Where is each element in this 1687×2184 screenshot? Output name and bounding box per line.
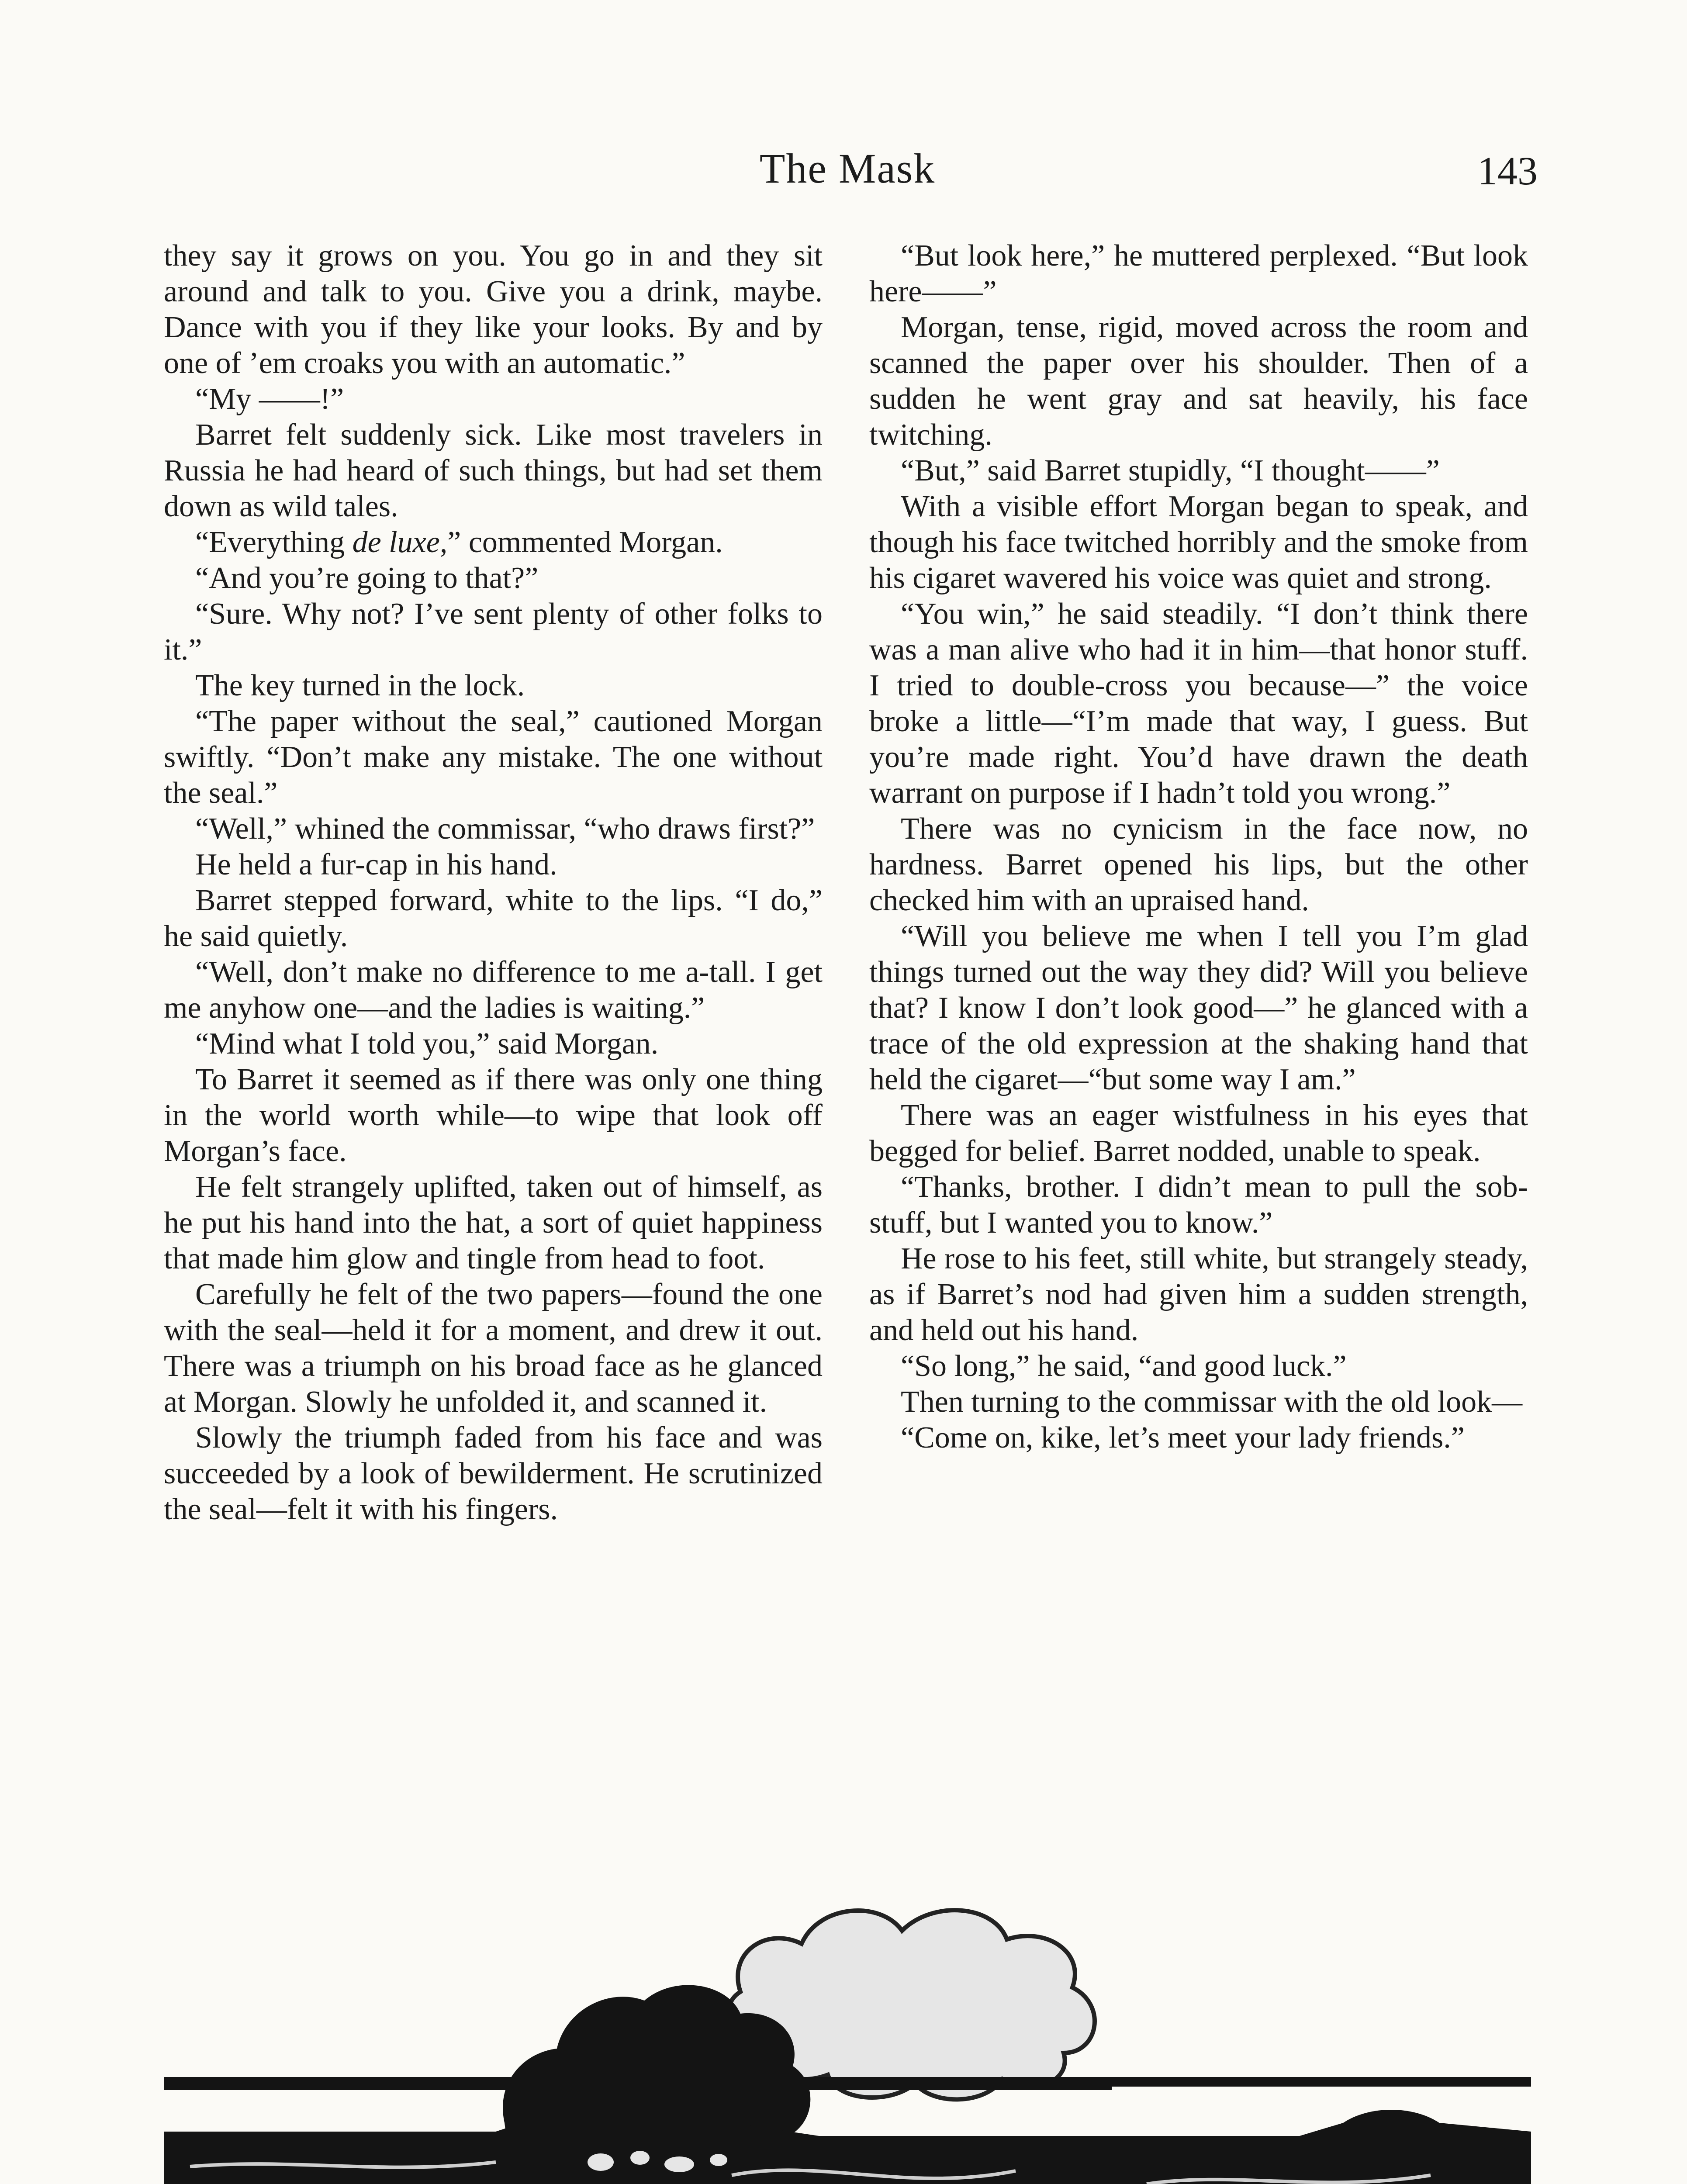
paragraph: Carefully he felt of the two papers—found the one with the seal—held it for a moment, and drew it out. There was a triumph on his broad face as he glanced at Morgan. Slowly he unfolded it, and scanned it.: [164, 1278, 823, 1419]
paragraph: He felt strangely uplifted, taken out of himself, as he put his hand into the hat, a sort of quiet happiness that made him glow and tingle from head to foot.: [164, 1170, 823, 1275]
right-column: [869, 238, 1528, 1456]
left-column: [164, 238, 823, 1527]
paragraph-text: ” commented Morgan.: [447, 525, 723, 559]
paragraph: “Will you believe me when I tell you I’m glad things turned out the way they did? Will you believe that? I know I don’t look good—” he glanced with a trace of the old expression at the shaking hand that held the cigaret—“but some way I am.”: [869, 919, 1528, 1096]
paragraph: “But look here,” he muttered perplexed. “But look here——”: [869, 239, 1528, 308]
horizon-bar-left: [164, 2077, 1112, 2090]
paragraph: “Mind what I told you,” said Morgan.: [195, 1027, 659, 1061]
paragraph: Slowly the triumph faded from his face and was succeeded by a look of bewilderment. He scrutinized the seal—felt it with his fingers.: [164, 1421, 823, 1526]
paragraph: The key turned in the lock.: [195, 669, 525, 702]
landscape-tailpiece-illustration: [164, 1878, 1531, 2184]
paragraph-text: “Everything: [195, 525, 353, 559]
paragraph: they say it grows on you. You go in and they sit around and talk to you. Give you a drink, maybe. Dance with you if they like your looks. By and by one of ’em croaks you with an automatic.”: [164, 239, 823, 380]
paragraph: “Well,” whined the commissar, “who draws first?”: [195, 812, 815, 846]
running-title: The Mask: [759, 145, 936, 192]
paragraph: With a visible effort Morgan began to speak, and though his face twitched horribly and the smoke from his cigaret wavered his voice was quiet and strong.: [869, 490, 1528, 595]
paragraph: There was no cynicism in the face now, no hardness. Barret opened his lips, but the other checked him with an upraised hand.: [869, 812, 1528, 917]
paragraph: “Come on, kike, let’s meet your lady friends.”: [901, 1421, 1465, 1455]
paragraph: To Barret it seemed as if there was only one thing in the world worth while—to wipe that look off Morgan’s face.: [164, 1063, 823, 1168]
paragraph: Morgan, tense, rigid, moved across the room and scanned the paper over his shoulder. Then of a sudden he went gray and sat heavily, his face twitching.: [869, 311, 1528, 452]
paragraph: There was an eager wistfulness in his eyes that begged for belief. Barret nodded, unable to speak.: [869, 1099, 1528, 1168]
paragraph: Barret stepped forward, white to the lips. “I do,” he said quietly.: [164, 884, 823, 953]
horizon-bar-right: [1112, 2077, 1531, 2087]
paragraph: Barret felt suddenly sick. Like most travelers in Russia he had heard of such things, but had set them down as wild tales.: [164, 418, 823, 523]
paragraph: “Sure. Why not? I’ve sent plenty of other folks to it.”: [164, 597, 823, 667]
paragraph: “Thanks, brother. I didn’t mean to pull the sob-stuff, but I wanted you to know.”: [869, 1170, 1528, 1240]
italic-phrase: de luxe,: [352, 525, 448, 559]
landscape-drawing: [164, 1878, 1531, 2184]
page-header: [0, 144, 1687, 197]
paragraph: Then turning to the commissar with the old look—: [901, 1385, 1523, 1419]
paragraph: “My ——!”: [195, 382, 344, 416]
paragraph: “Well, don’t make no difference to me a-tall. I get me anyhow one—and the ladies is waiting.”: [164, 955, 823, 1025]
page-number: 143: [1477, 149, 1538, 193]
paragraph: He rose to his feet, still white, but strangely steady, as if Barret’s nod had given him a sudden strength, and held out his hand.: [869, 1242, 1528, 1347]
paragraph: [164, 525, 823, 560]
paragraph: “The paper without the seal,” cautioned Morgan swiftly. “Don’t make any mistake. The one without the seal.”: [164, 705, 823, 810]
paragraph: “And you’re going to that?”: [195, 561, 539, 595]
paragraph: “So long,” he said, “and good luck.”: [901, 1349, 1347, 1383]
paragraph: “You win,” he said steadily. “I don’t think there was a man alive who had it in him—that honor stuff. I tried to double-cross you because—” the voice broke a little—“I’m made that way, I guess. But you’re made right. You’d have drawn the death warrant on purpose if I hadn’t told you wrong.”: [869, 597, 1528, 810]
paragraph: He held a fur-cap in his hand.: [195, 848, 557, 881]
paragraph: “But,” said Barret stupidly, “I thought——”: [901, 454, 1440, 487]
story-text: [164, 238, 1531, 1828]
